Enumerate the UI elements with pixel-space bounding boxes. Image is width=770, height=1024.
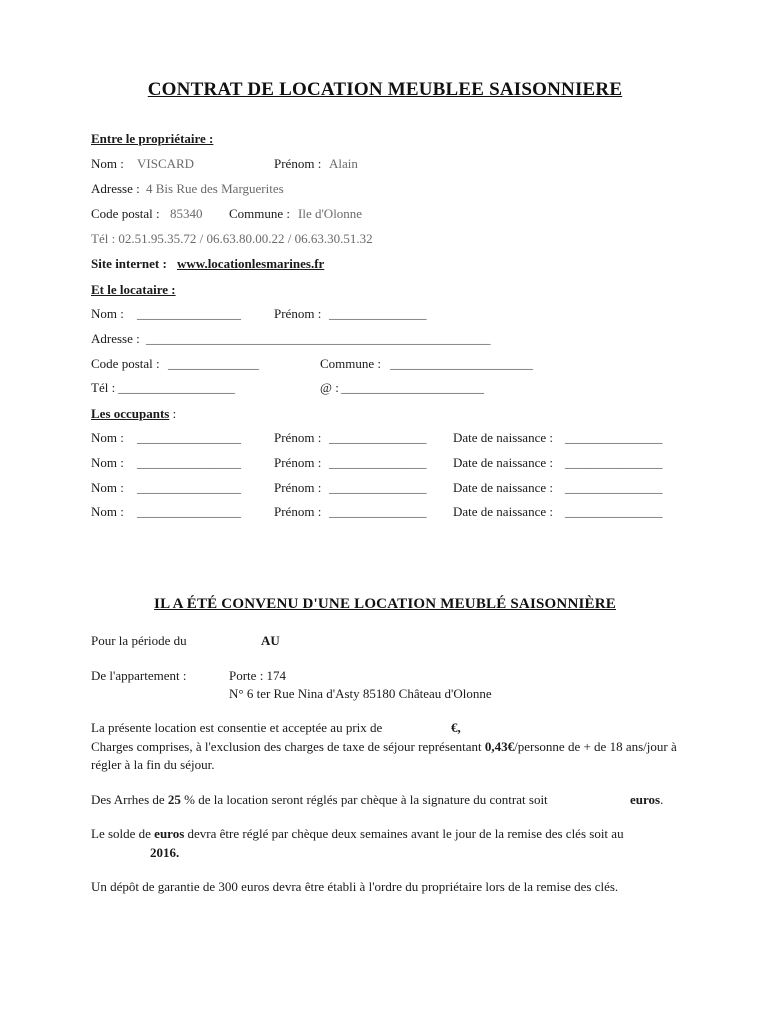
- prix-euro: €,: [451, 720, 461, 735]
- owner-site-label: Site internet :: [91, 256, 167, 271]
- owner-site-link[interactable]: www.locationlesmarines.fr: [177, 256, 325, 271]
- occupant-ddn-label: Date de naissance :: [453, 504, 553, 519]
- occupant-ddn-label: Date de naissance :: [453, 480, 553, 495]
- occupant-nom-label: Nom :: [91, 480, 124, 495]
- occupant-nom-field[interactable]: ________________: [137, 480, 241, 495]
- tenant-nom-field[interactable]: ________________: [137, 306, 241, 321]
- owner-adresse-value: 4 Bis Rue des Marguerites: [146, 181, 284, 196]
- tenant-adresse-label: Adresse :: [91, 331, 140, 346]
- solde-text-end: devra être réglé par chèque deux semaines avant le jour de la remise des clés soit au: [184, 826, 624, 841]
- occupants-heading: [91, 406, 176, 422]
- owner-cp-value: 85340: [170, 206, 203, 221]
- taxe-value: 0,43€: [484, 739, 515, 754]
- section-title: IL A ÉTÉ CONVENU D'UNE LOCATION MEUBLÉ SAISONNIÈRE: [154, 596, 616, 612]
- appart-porte: Porte : 174: [229, 668, 287, 683]
- occupant-prenom-label: Prénom :: [274, 455, 322, 470]
- solde-euros: euros: [154, 826, 185, 841]
- appart-label: De l'appartement :: [91, 668, 187, 683]
- owner-nom-label: Nom :: [91, 156, 124, 171]
- occupant-prenom-label: Prénom :: [274, 480, 322, 495]
- owner-prenom-value: Alain: [329, 156, 358, 171]
- owner-adresse-label: Adresse :: [91, 181, 140, 196]
- owner-tel: Tél : 02.51.95.35.72 / 06.63.80.00.22 / 06.63.30.51.32: [91, 231, 373, 246]
- periode-label: Pour la période du: [91, 633, 187, 648]
- tenant-adresse-field[interactable]: _____________________________________________________: [146, 331, 491, 346]
- owner-prenom-label: Prénom :: [274, 156, 322, 171]
- occupant-ddn-field[interactable]: _______________: [565, 455, 663, 470]
- arrhes-euros: [630, 792, 663, 808]
- occupant-prenom-field[interactable]: _______________: [329, 455, 427, 470]
- tenant-email-label: @ :: [320, 380, 339, 395]
- solde-year: 2016.: [150, 845, 180, 860]
- occupant-prenom-field[interactable]: _______________: [329, 430, 427, 445]
- occupant-prenom-label: Prénom :: [274, 504, 322, 519]
- appart-adresse: N° 6 ter Rue Nina d'Asty 85180 Château d'Olonne: [229, 686, 492, 701]
- occupant-prenom-field[interactable]: _______________: [329, 480, 427, 495]
- owner-commune-value: Ile d'Olonne: [298, 206, 363, 221]
- arrhes-line: [91, 792, 548, 808]
- occupant-nom-field[interactable]: ________________: [137, 504, 241, 519]
- arrhes-euros-label: euros: [630, 792, 661, 807]
- occupant-ddn-field[interactable]: _______________: [565, 504, 663, 519]
- solde-line: [91, 826, 624, 842]
- owner-nom-value: VISCARD: [137, 156, 195, 171]
- arrhes-text-end: % de la location seront réglés par chèque à la signature du contrat soit: [180, 792, 548, 807]
- owner-commune-label: Commune :: [229, 206, 291, 221]
- owner-cp-label: Code postal :: [91, 206, 160, 221]
- tenant-cp-field[interactable]: ______________: [168, 356, 259, 371]
- tenant-nom-label: Nom :: [91, 306, 124, 321]
- occupant-prenom-field[interactable]: _______________: [329, 504, 427, 519]
- occupant-nom-label: Nom :: [91, 455, 124, 470]
- occupant-ddn-label: Date de naissance :: [453, 430, 553, 445]
- owner-heading: Entre le propriétaire :: [91, 131, 214, 146]
- arrhes-dot: .: [660, 792, 664, 807]
- arrhes-percent: 25: [167, 792, 181, 807]
- occupant-nom-field[interactable]: ________________: [137, 455, 241, 470]
- occupant-nom-field[interactable]: ________________: [137, 430, 241, 445]
- page-title: CONTRAT DE LOCATION MEUBLEE SAISONNIERE: [147, 79, 623, 100]
- periode-au: AU: [261, 633, 280, 648]
- occupant-prenom-label: Prénom :: [274, 430, 322, 445]
- tenant-prenom-label: Prénom :: [274, 306, 322, 321]
- tenant-email-field[interactable]: ______________________: [341, 380, 484, 395]
- tenant-cp-label: Code postal :: [91, 356, 160, 371]
- tenant-tel-field[interactable]: __________________: [118, 380, 235, 395]
- tenant-commune-label: Commune :: [320, 356, 382, 371]
- occupants-heading-colon: :: [169, 406, 177, 421]
- charges-paragraph: [91, 738, 691, 774]
- prix-line: La présente location est consentie et acceptée au prix de: [91, 720, 383, 735]
- charges-text-end: /personne de + de 18 ans/jour à régler à la fin du séjour.: [91, 739, 677, 772]
- arrhes-text: Des Arrhes de: [91, 792, 168, 807]
- occupant-ddn-field[interactable]: _______________: [565, 430, 663, 445]
- occupant-ddn-field[interactable]: _______________: [565, 480, 663, 495]
- tenant-heading: Et le locataire :: [91, 282, 176, 297]
- tenant-commune-field[interactable]: ______________________: [390, 356, 533, 371]
- tenant-tel-label: Tél :: [91, 380, 116, 395]
- tenant-prenom-field[interactable]: _______________: [329, 306, 427, 321]
- occupants-heading-text: Les occupants: [91, 406, 170, 421]
- occupant-nom-label: Nom :: [91, 430, 124, 445]
- occupant-ddn-label: Date de naissance :: [453, 455, 553, 470]
- depot-line: Un dépôt de garantie de 300 euros devra être établi à l'ordre du propriétaire lors de la remise des clés.: [91, 879, 619, 894]
- occupant-nom-label: Nom :: [91, 504, 124, 519]
- solde-text: Le solde de: [91, 826, 155, 841]
- charges-text: Charges comprises, à l'exclusion des charges de taxe de séjour représentant: [91, 739, 485, 754]
